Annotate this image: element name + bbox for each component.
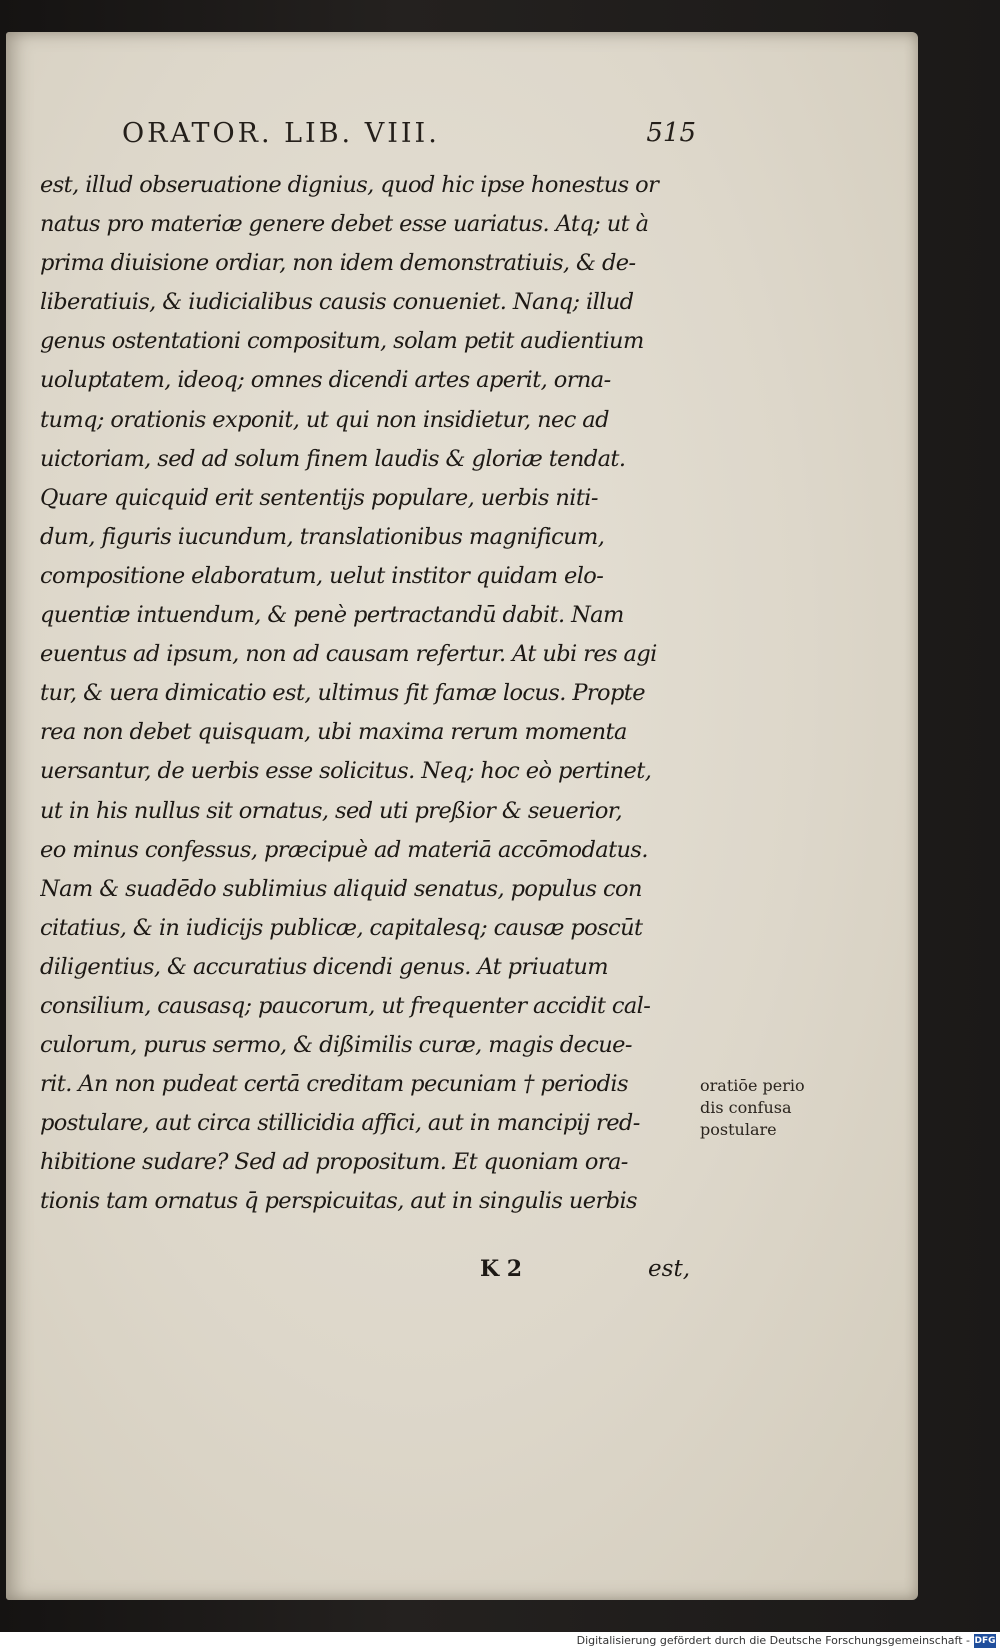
catchword: est, bbox=[648, 1256, 690, 1282]
text-line: tur, & uera dimicatio est, ultimus fit famæ locus. Propte bbox=[40, 680, 645, 707]
credit-text: Digitalisierung gefördert durch die Deutsche Forschungsgemeinschaft - bbox=[576, 1634, 970, 1647]
text-line: liberatiuis, & iudicialibus causis conueniet. Nanq; illud bbox=[40, 289, 634, 316]
margin-note-line: oratiōe perio bbox=[700, 1076, 805, 1095]
margin-note bbox=[700, 1075, 860, 1141]
page-number: 515 bbox=[646, 118, 696, 148]
text-line: euentus ad ipsum, non ad causam refertur. At ubi res agi bbox=[40, 641, 657, 668]
text-line: consilium, causasq; paucorum, ut frequenter accidit cal- bbox=[40, 992, 651, 1019]
page-footer bbox=[480, 1256, 690, 1292]
text-line: Nam & suadēdo sublimius aliquid senatus, populus con bbox=[40, 875, 642, 902]
text-line: est, illud obseruatione dignius, quod hic ipse honestus or bbox=[40, 172, 659, 198]
text-line: prima diuisione ordiar, non idem demonstratiuis, & de- bbox=[40, 250, 636, 277]
running-title: ORATOR. LIB. VIII. bbox=[122, 118, 440, 149]
text-line: dum, figuris iucundum, translationibus magnificum, bbox=[40, 523, 605, 550]
margin-note-line: dis confusa bbox=[700, 1098, 792, 1117]
text-line: uersantur, de uerbis esse solicitus. Neq; hoc eò pertinet, bbox=[40, 758, 652, 785]
text-line: natus pro materiæ genere debet esse uariatus. Atq; ut à bbox=[40, 211, 649, 238]
text-line: compositione elaboratum, uelut institor quidam elo- bbox=[40, 562, 604, 589]
dfg-logo-icon: DFG bbox=[974, 1636, 996, 1646]
text-line: uoluptatem, ideoq; omnes dicendi artes aperit, orna- bbox=[40, 367, 611, 394]
text-line: uictoriam, sed ad solum finem laudis & gloriæ tendat. bbox=[40, 445, 626, 472]
text-line: citatius, & in iudicijs publicæ, capitalesq; causæ poscūt bbox=[40, 914, 643, 941]
text-line: tionis tam ornatus q̄ perspicuitas, aut in singulis uerbis bbox=[40, 1188, 637, 1215]
text-line: quentiæ intuendum, & penè pertractandū dabit. Nam bbox=[40, 602, 624, 629]
text-line: postulare, aut circa stillicidia affici, aut in mancipij red- bbox=[40, 1110, 640, 1137]
margin-note-line: postulare bbox=[700, 1120, 777, 1139]
text-line: hibitione sudare? Sed ad propositum. Et quoniam ora- bbox=[40, 1149, 628, 1176]
text-line: eo minus confessus, præcipuè ad materiā accōmodatus. bbox=[40, 836, 648, 863]
text-line: tumq; orationis exponit, ut qui non insidietur, nec ad bbox=[40, 406, 609, 433]
signature-mark: K 2 bbox=[480, 1256, 523, 1282]
text-line: diligentius, & accuratius dicendi genus. At priuatum bbox=[40, 953, 608, 980]
credit-bar bbox=[0, 1632, 1000, 1651]
page-header bbox=[116, 118, 696, 158]
body-text bbox=[40, 166, 690, 1222]
text-line: genus ostentationi compositum, solam petit audientium bbox=[40, 328, 644, 355]
text-line: ut in his nullus sit ornatus, sed uti preßior & seuerior, bbox=[40, 797, 623, 824]
text-line: culorum, purus sermo, & dißimilis curæ, magis decue- bbox=[40, 1032, 632, 1059]
text-line: rit. An non pudeat certā creditam pecuniam † periodis bbox=[40, 1071, 628, 1098]
text-line: rea non debet quisquam, ubi maxima rerum momenta bbox=[40, 719, 627, 746]
text-line: Quare quicquid erit sententijs populare, uerbis niti- bbox=[40, 484, 598, 511]
